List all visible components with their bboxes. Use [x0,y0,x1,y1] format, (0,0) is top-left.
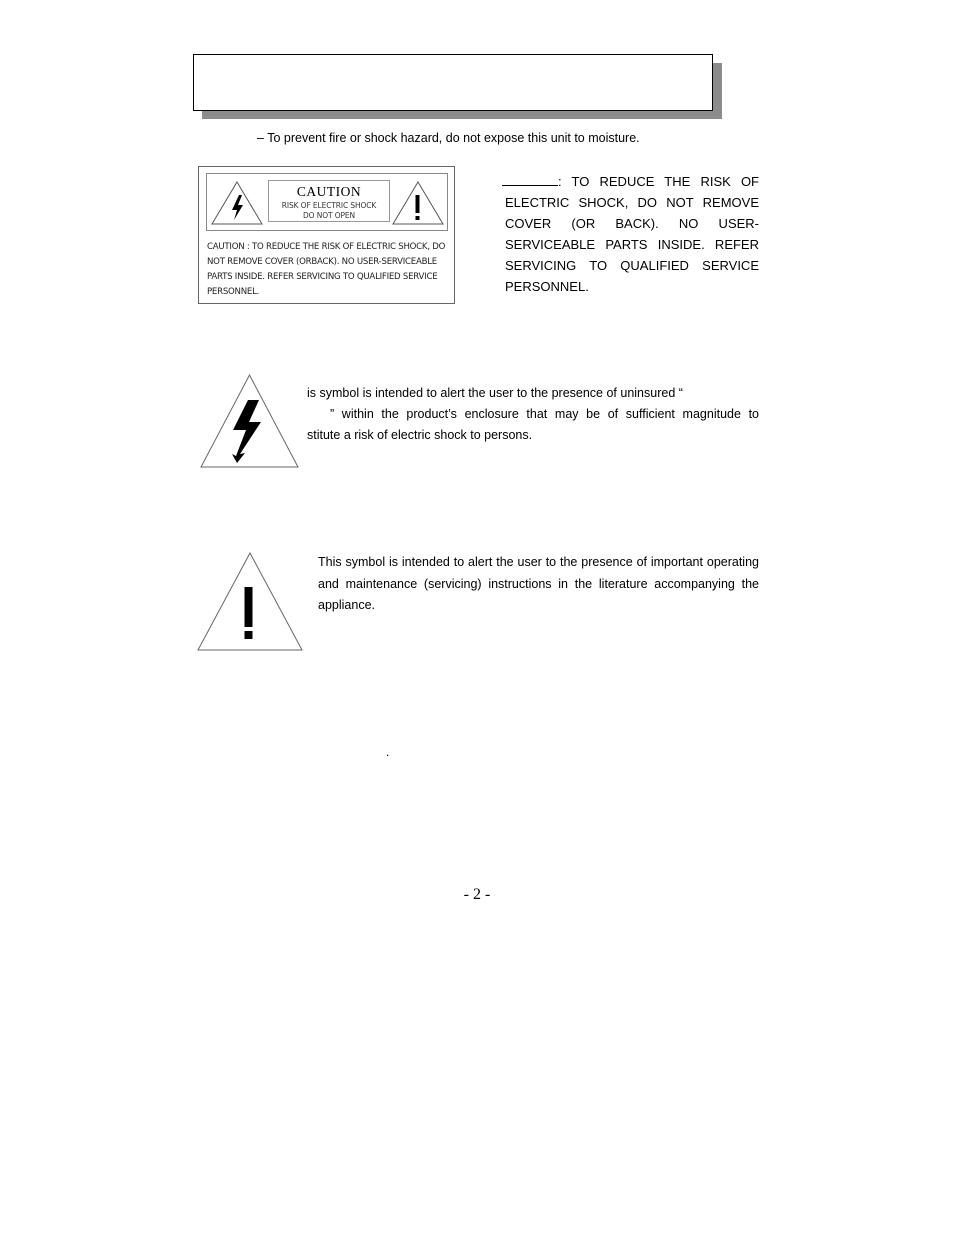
title-box [193,54,713,111]
exclamation-triangle-icon [391,180,445,226]
caution-statement-line: PERSONNEL. [505,279,589,294]
moisture-warning: – To prevent fire or shock hazard, do not expose this unit to moisture. [257,131,640,145]
blank-underline [502,171,558,186]
caution-heading: CAUTION [296,184,362,199]
lightning-symbol-description [307,383,759,446]
caution-body-line: PERSONNEL. [207,287,260,297]
caution-statement [502,171,759,297]
exclamation-warning-icon [197,552,303,651]
caution-statement-line: COVER (OR BACK). NO USER- [505,216,759,231]
caution-body-line: NOT REMOVE COVER (ORBACK). NO USER-SERVICEABLE [207,257,437,267]
caution-statement-line: SERVICEABLE PARTS INSIDE. REFER [505,237,759,252]
description-line: and maintenance (servicing) instructions in the literature accompanying the [318,576,759,591]
caution-statement-text: : TO REDUCE THE RISK OF [558,174,759,189]
caution-body-line: CAUTION : TO REDUCE THE RISK OF ELECTRIC SHOCK, DO [207,242,446,252]
page-number: - 2 - [463,886,491,903]
caution-label [198,166,455,304]
lightning-triangle-icon [210,180,264,226]
caution-sub-2: DO NOT OPEN [303,210,355,220]
description-line: This symbol is intended to alert the user to the presence of important operating [318,555,759,569]
description-line: stitute a risk of electric shock to persons. [307,428,533,442]
caution-body-line: PARTS INSIDE. REFER SERVICING TO QUALIFIED SERVICE [207,272,438,282]
caution-statement-line: ELECTRIC SHOCK, DO NOT REMOVE [505,195,759,210]
stray-dot: . [386,745,390,759]
description-line: is symbol is intended to alert the user to the presence of uninsured “ [307,386,683,400]
caution-label-body [207,240,453,300]
description-line: ” within the product’s enclosure that may be of sufficient magnitude to [330,407,759,421]
caution-center-box [268,180,390,222]
description-line: appliance. [318,598,375,612]
lightning-warning-icon [200,374,299,468]
exclamation-symbol-description [318,552,759,617]
caution-statement-line-1 [502,171,759,192]
caution-sub-1: RISK OF ELECTRIC SHOCK [281,200,377,210]
caution-statement-line: SERVICING TO QUALIFIED SERVICE [505,258,759,273]
